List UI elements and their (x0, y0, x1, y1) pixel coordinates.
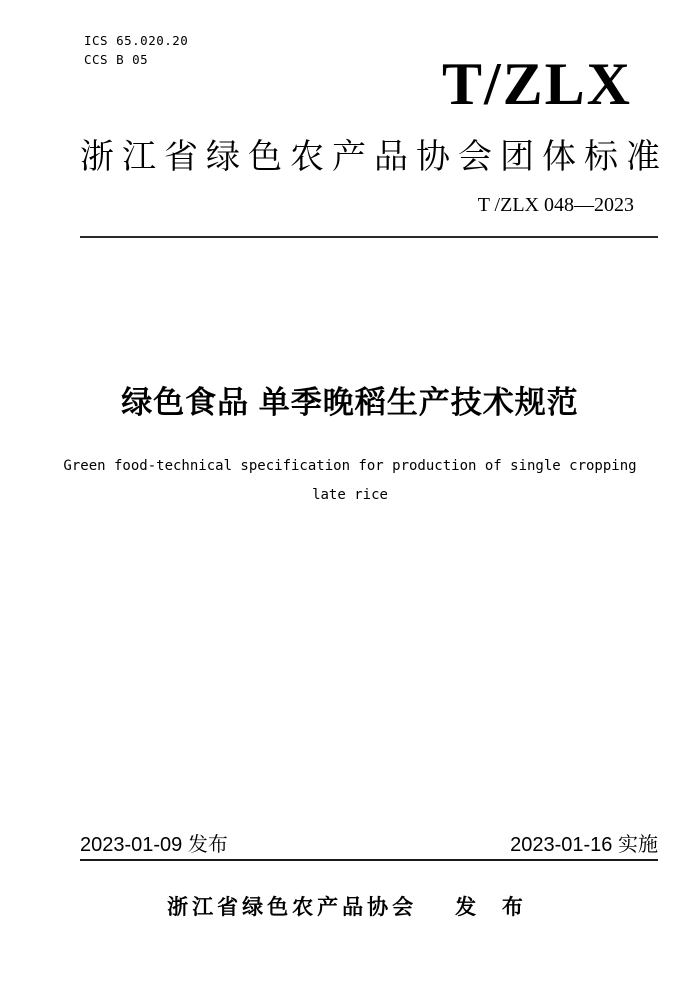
classification-codes (84, 31, 188, 69)
ccs-code: CCS B 05 (84, 52, 149, 67)
date-rule-row (80, 834, 658, 861)
document-title-chinese: 绿色食品 单季晚稻生产技术规范 (121, 385, 579, 420)
document-title-english-line1: Green food-technical specification for production of single cropping (63, 458, 637, 474)
publisher-name: 浙江省绿色农产品协会 (167, 896, 418, 919)
implementation-date: 2023-01-16 实施 (510, 834, 658, 856)
association-standard-header: 浙江省绿色农产品协会团体标准 (80, 138, 668, 176)
standard-number: T /ZLX 048—2023 (477, 194, 634, 216)
document-title-english-line2: late rice (312, 487, 388, 503)
document-title-english (0, 452, 700, 510)
publisher-row (0, 895, 700, 921)
standard-body-logo: T/ZLX (441, 51, 632, 117)
release-date: 2023-01-09 发布 (80, 834, 228, 856)
ics-code: ICS 65.020.20 (84, 33, 189, 48)
publish-label: 发 布 (455, 896, 533, 919)
header-divider-rule (80, 236, 658, 238)
